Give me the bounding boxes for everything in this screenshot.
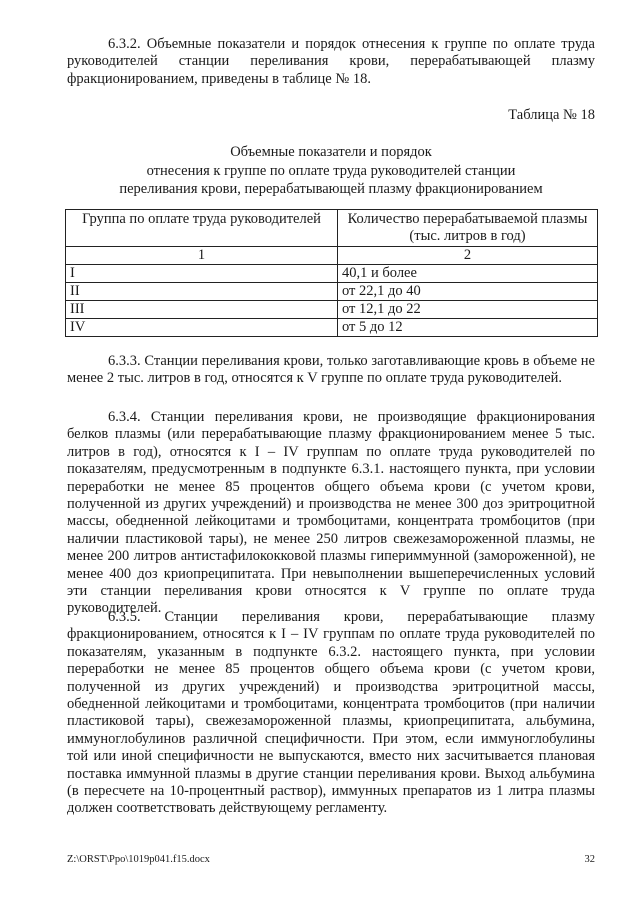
paragraph-6-3-3: 6.3.3. Станции переливания крови, только заготавливающие кровь в объеме не менее 2 тыс. литров в год, относятся к V группе по оплате труда руководителей.	[67, 353, 595, 387]
paragraph-6-3-2: 6.3.2. Объемные показатели и порядок отнесения к группе по оплате труда руководителей станции переливания крови, перерабатывающей плазму фракционированием, приведены в таблице № 18.	[67, 36, 595, 87]
paragraph-6-3-5: 6.3.5. Станции переливания крови, перерабатывающие плазму фракционированием, относятся к I – IV группам по оплате труда руководителей по показателям, указанным в подпункте 6.3.2. настоящего пункта, при условии переработки не менее 85 процентов общего объема крови (с учетом крови, полученной из других учреждений) и производства эритроцитной массы, обедненной лейкоцитами и тромбоцитами, концентрата тромбоцитов (при наличии пластиковой тары), свежезамороженной плазмы, криопреципитата, альбумина, иммуноглобулинов различной специфичности. При этом, если иммуноглобулины той или иной специфичности не выпускаются, вместо них засчитывается плановая поставка иммунной плазмы в другие станции переливания крови. Выход альбумина (в пересчете на 10-процентный раствор), иммунных препаратов из 1 литра плазмы должен соответствовать действующему регламенту.	[67, 609, 595, 817]
table-caption-line-2: отнесения к группе по оплате труда руководителей станции	[146, 162, 516, 179]
table-row	[66, 319, 598, 337]
paragraph-6-3-4: 6.3.4. Станции переливания крови, не производящие фракционирования белков плазмы (или перерабатывающие плазму фракционированием менее 5 тыс. литров в год), относятся к I – IV группам по оплате труда руководителей по показателям, предусмотренным в подпункте 6.3.1. настоящего пункта, при условии переработки не менее 85 процентов общего объема крови (с учетом крови, полученной из других учреждений) и производства не менее 300 доз эритроцитной массы, обедненной лейкоцитами и тромбоцитами, концентрата тромбоцитов (при наличии пластиковой тары), не менее 250 литров свежезамороженной плазмы, не менее 200 литров антистафилококковой плазмы гипериммунной (замороженной), не менее 400 доз криопреципитата. При невыполнении вышеперечисленных условий эти станции переливания крови относятся к V группе по оплате труда руководителей.	[67, 409, 595, 617]
column-number-2: 2	[338, 247, 598, 265]
table-cell-volume: 40,1 и более	[338, 265, 598, 283]
table-cell-volume: от 5 до 12	[338, 319, 598, 337]
table-caption-line-3: переливания крови, перерабатывающей плазму фракционированием	[119, 181, 543, 198]
table-cell-group: IV	[66, 319, 338, 337]
table-cell-volume: от 22,1 до 40	[338, 283, 598, 301]
table-column-number-row	[66, 247, 598, 265]
header-group: Группа по оплате труда руководителей	[66, 210, 338, 247]
table-row	[66, 265, 598, 283]
table-number: Таблица № 18	[508, 107, 595, 123]
table-cell-group: III	[66, 301, 338, 319]
table-cell-volume: от 12,1 до 22	[338, 301, 598, 319]
footer-file-path: Z:\ORST\Ppo\1019p041.f15.docx	[67, 854, 210, 865]
footer-page-number: 32	[584, 854, 595, 865]
table-header-row	[66, 210, 598, 247]
header-plasma-volume: Количество перерабатываемой плазмы (тыс. литров в год)	[338, 210, 598, 247]
table-caption-line-1: Объемные показатели и порядок	[230, 144, 432, 160]
table-caption	[67, 143, 595, 199]
table-cell-group: I	[66, 265, 338, 283]
table-cell-group: II	[66, 283, 338, 301]
table-row	[66, 283, 598, 301]
volume-table	[65, 209, 598, 337]
column-number-1: 1	[66, 247, 338, 265]
table-row	[66, 301, 598, 319]
